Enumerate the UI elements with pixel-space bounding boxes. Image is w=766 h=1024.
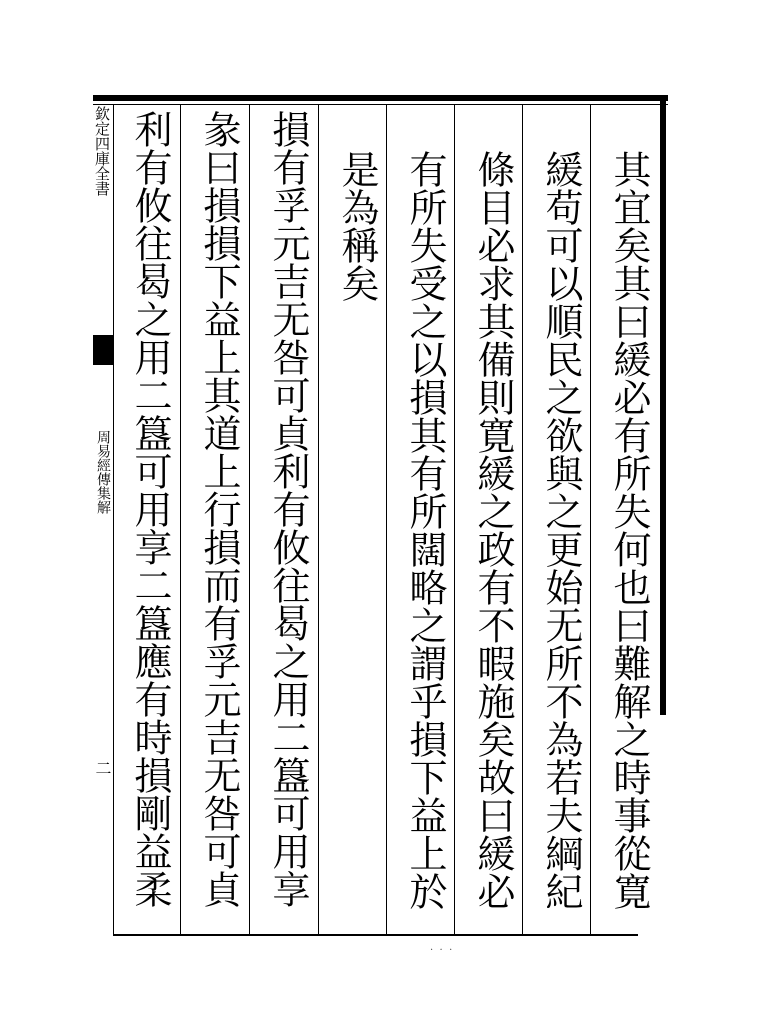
text-column-8: 利有攸往曷之用二簋可用享二簋應有時損剛益柔 xyxy=(128,110,172,908)
fish-tail-mark xyxy=(93,335,113,365)
column-divider xyxy=(454,104,455,934)
page-number: 二 xyxy=(93,760,112,776)
page-margin-column xyxy=(93,104,114,934)
right-border xyxy=(660,95,666,715)
text-column-5: 是為稱矣 xyxy=(335,150,379,302)
text-column-3: 條目必求其備則寛緩之政有不暇施矣故曰緩必 xyxy=(471,150,515,910)
column-divider xyxy=(180,104,181,934)
text-column-4: 有所失受之以損其有所闊略之謂乎損下益上於 xyxy=(403,150,447,910)
text-column-2: 緩苟可以順民之欲與之更始无所不為若夫綱紀 xyxy=(539,150,583,910)
column-divider xyxy=(522,104,523,934)
column-divider xyxy=(249,104,250,934)
column-divider xyxy=(590,104,591,934)
text-column-1: 其宜矣其曰緩必有所失何也曰難解之時事從寛 xyxy=(607,150,651,910)
margin-heading: 欽定四庫全書 xyxy=(93,106,111,196)
top-border xyxy=(93,95,668,101)
column-divider xyxy=(386,104,387,934)
text-column-7: 彖曰損損下益上其道上行損而有孚元吉无咎可貞 xyxy=(197,110,241,908)
scan-specks: · · · xyxy=(430,945,453,956)
bottom-border xyxy=(113,934,638,936)
book-title: 周易經傳集解 xyxy=(95,430,111,514)
text-column-6: 損有孚元吉无咎可貞利有攸往曷之用二簋可用享 xyxy=(266,110,310,908)
column-divider xyxy=(318,104,319,934)
